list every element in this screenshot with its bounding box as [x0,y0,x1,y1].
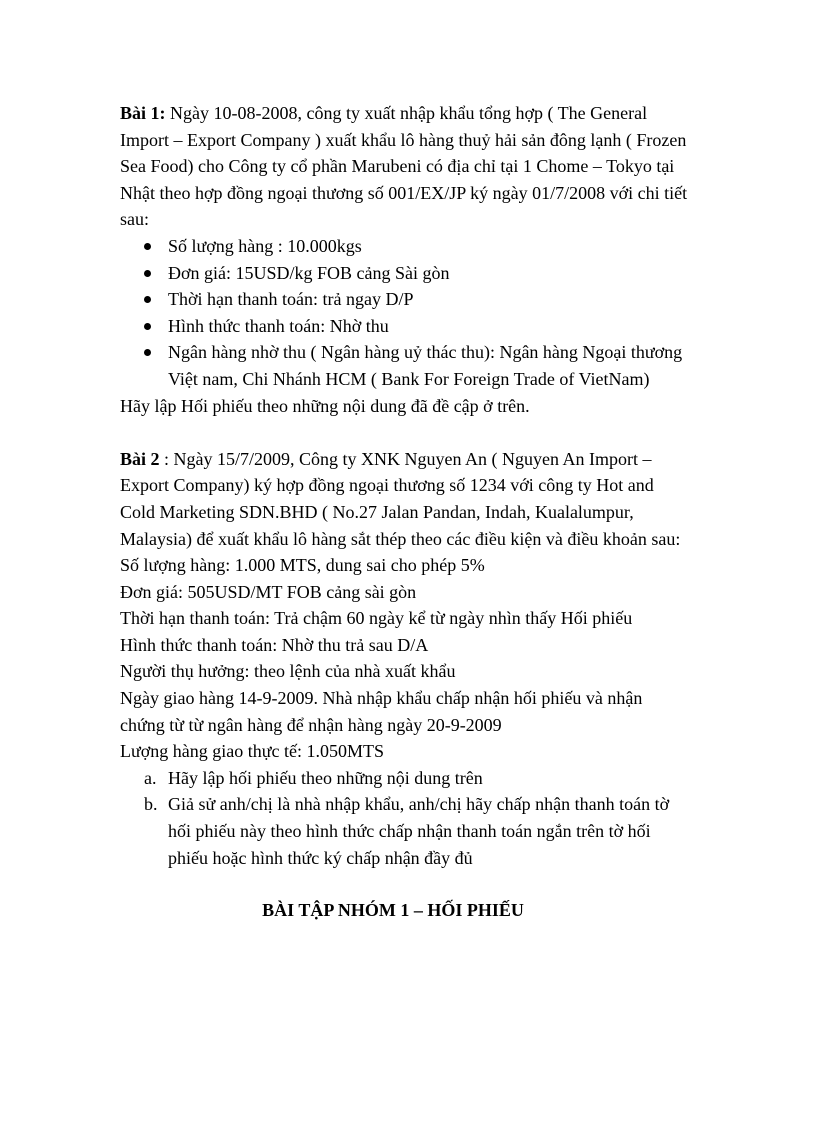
bai2-label: Bài 2 [120,448,160,469]
bai2-line: Lượng hàng giao thực tế: 1.050MTS [120,741,384,762]
bai2-intro-text: : Ngày 15/7/2009, Công ty XNK Nguyen An ( Nguyen An Import – Export Company) ký hợp đồng ngoại thương số 1234 với công ty Hot and Cold Marketing SDN.BHD ( No.27 Jalan Pandan, Indah, Kualalumpur, Malaysia) để xuất khẩu lô hàng sắt thép theo các điều kiện và điều khoản sau: [120,448,681,549]
bai1-task: Hãy lập Hối phiếu theo những nội dung đã đề cập ở trên. [120,395,530,416]
list-item: Hình thức thanh toán: Nhờ thu [168,313,690,340]
bai2-line: Ngày giao hàng 14-9-2009. Nhà nhập khẩu chấp nhận hối phiếu và nhận chứng từ từ ngân hàng để nhận hàng ngày 20-9-2009 [120,688,643,735]
bai1-label: Bài 1: [120,103,166,123]
list-marker: a. [144,767,157,788]
bai1-bullet-list [120,233,690,393]
list-item [144,765,690,792]
list-item: Số lượng hàng : 10.000kgs [168,233,690,260]
bai1-intro-paragraph [120,100,690,233]
bai2-line: Số lượng hàng: 1.000 MTS, dung sai cho phép 5% [120,555,485,576]
bai2-line: Thời hạn thanh toán: Trả chậm 60 ngày kể từ ngày nhìn thấy Hối phiếu [120,608,633,629]
list-marker: b. [144,794,158,815]
list-item [144,791,690,871]
section-heading: BÀI TẬP NHÓM 1 – HỐI PHIẾU [262,900,524,921]
bai2-task-list [120,765,690,871]
list-item: Đơn giá: 15USD/kg FOB cảng Sài gòn [168,260,690,287]
list-item: Thời hạn thanh toán: trả ngay D/P [168,286,690,313]
bai2-intro-paragraph [120,446,690,552]
list-item: Ngân hàng nhờ thu ( Ngân hàng uỷ thác thu): Ngân hàng Ngoại thương Việt nam, Chi Nhánh HCM ( Bank For Foreign Trade of VietNam) [168,339,690,392]
bai2-line: Đơn giá: 505USD/MT FOB cảng sài gòn [120,581,417,602]
paragraph-spacer [120,419,690,446]
list-item-text: Hãy lập hối phiếu theo những nội dung trên [168,767,483,788]
list-item-text: Giả sử anh/chị là nhà nhập khẩu, anh/chị hãy chấp nhận thanh toán tờ hối phiếu này theo hình thức chấp nhận thanh toán ngắn trên tờ hối phiếu hoặc hình thức ký chấp nhận đầy đủ [168,794,670,868]
bai1-intro-text: Ngày 10-08-2008, công ty xuất nhập khẩu tổng hợp ( The General Import – Export Company ) xuất khẩu lô hàng thuỷ hải sản đông lạnh ( Frozen Sea Food) cho Công ty cổ phần Marubeni có địa chỉ tại 1 Chome – Tokyo tại Nhật theo hợp đồng ngoại thương số 001/EX/JP ký ngày 01/7/2008 với chi tiết sau: [120,103,688,230]
document-body [120,100,690,924]
bai2-line: Người thụ hưởng: theo lệnh của nhà xuất khẩu [120,661,456,682]
bai2-line: Hình thức thanh toán: Nhờ thu trả sau D/A [120,634,429,655]
